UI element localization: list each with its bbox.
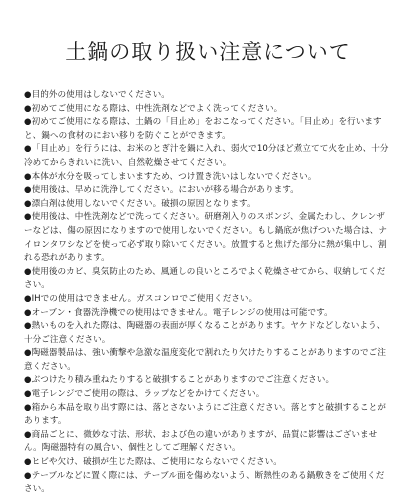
bullet-icon: ● <box>24 144 32 155</box>
list-item <box>24 293 392 307</box>
list-item <box>24 429 392 456</box>
bullet-icon: ● <box>24 117 32 128</box>
caution-text: IHでの使用はできません。ガスコンロでご使用ください。 <box>31 293 258 304</box>
page-title: 土鍋の取り扱い注意について <box>65 40 351 64</box>
caution-text: 熱いものを入れた際は、陶磁器の表面が厚くなることがあります。ヤケドなどしないよう、十分ご注意ください。 <box>24 321 386 345</box>
list-item <box>24 103 392 117</box>
caution-text: ヒビや欠け、破損が生じた際は、ご使用にならないでください。 <box>31 457 282 468</box>
bullet-icon: ● <box>24 212 32 223</box>
list-item <box>24 320 392 347</box>
bullet-icon: ● <box>24 307 32 318</box>
bullet-icon: ● <box>24 402 32 413</box>
bullet-icon: ● <box>24 103 32 114</box>
list-item <box>24 347 392 374</box>
caution-text: 使用後は、早めに洗浄してください。においが移る場合があります。 <box>31 185 299 196</box>
list-item <box>24 171 392 185</box>
list-item <box>24 266 392 293</box>
caution-text: オーブン・食器洗浄機での使用はできません。電子レンジの使用は可能です。 <box>31 307 333 318</box>
list-item <box>24 388 392 402</box>
bullet-icon: ● <box>24 293 32 304</box>
list-item <box>24 116 392 143</box>
caution-text: 商品ごとに、微妙な寸法、形状、および色の違いがありますが、品質に影響はございません。陶磁器特有の風合い、個性としてご理解ください。 <box>24 429 378 454</box>
caution-text: ぶつけたり積み重ねたりすると破損することがありますのでご注意ください。 <box>31 375 335 386</box>
bullet-icon: ● <box>24 321 32 332</box>
caution-text: 陶磁器製品は、強い衝撃や急激な温度変化で割れたり欠けたりすることがありますのでご注意ください。 <box>24 348 386 372</box>
bullet-icon: ● <box>24 470 32 481</box>
list-item <box>24 143 392 170</box>
list-item <box>24 402 392 429</box>
list-item <box>24 307 392 321</box>
caution-text: 初めてご使用になる際は、中性洗剤などでよく洗ってください。 <box>31 103 283 114</box>
caution-list <box>24 89 392 497</box>
bullet-icon: ● <box>24 198 32 209</box>
list-item <box>24 470 392 497</box>
caution-text: 箱から本品を取り出す際には、落とさないようにご注意ください。落とすと破損することがあります。 <box>24 402 386 427</box>
caution-text: 本体が水分を吸ってしまいますため、つけ置き洗いはしないでください。 <box>31 171 317 182</box>
bullet-icon: ● <box>24 389 32 400</box>
caution-text: 電子レンジでご使用の際は、ラップなどをかけてください。 <box>31 389 265 400</box>
bullet-icon: ● <box>24 266 32 277</box>
caution-text: 「目止め」を行うには、お米のとぎ汁を鍋に入れ、弱火で10分ほど煮立てて火を止め、十分冷めてからきれいに洗い、自然乾燥させてください。 <box>24 144 389 168</box>
caution-text: 使用後のカビ、臭気防止のため、風通しの良いところでよく乾燥させてから、収納してください。 <box>24 266 386 291</box>
caution-text: 使用後は、中性洗剤などで洗ってください。研磨剤入りのスポンジ、金属たわし、クレンザーなどは、傷の原因になりますので使用しないでください。もし鍋底が焦げついた場合は、ナイロンタワシなどを使って必ず取り除いてください。放置すると焦げた部分に熱が集中し、割れる恐れがあります。 <box>24 212 388 264</box>
bullet-icon: ● <box>24 90 32 100</box>
bullet-icon: ● <box>24 429 32 440</box>
list-item <box>24 184 392 198</box>
bullet-icon: ● <box>24 348 32 359</box>
caution-text: テーブルなどに置く際には、テーブル面を傷めないよう、断熱性のある鍋敷きをご使用ください。 <box>24 470 385 495</box>
list-item <box>24 374 392 388</box>
caution-text: 初めてご使用になる際は、土鍋の「目止め」をおこなってください。「目止め」を行いますと、鍋への食材のにおい移りを防ぐことができます。 <box>24 117 382 141</box>
list-item <box>24 89 392 103</box>
list-item <box>24 211 392 265</box>
bullet-icon: ● <box>24 171 32 182</box>
bullet-icon: ● <box>24 185 32 196</box>
list-item <box>24 198 392 212</box>
list-item <box>24 456 392 470</box>
bullet-icon: ● <box>24 375 32 386</box>
caution-text: 目的外の使用はしないでください。 <box>31 90 170 100</box>
caution-text: 漂白剤は使用しないでください。破損の原因となります。 <box>31 198 256 209</box>
bullet-icon: ● <box>24 457 32 468</box>
